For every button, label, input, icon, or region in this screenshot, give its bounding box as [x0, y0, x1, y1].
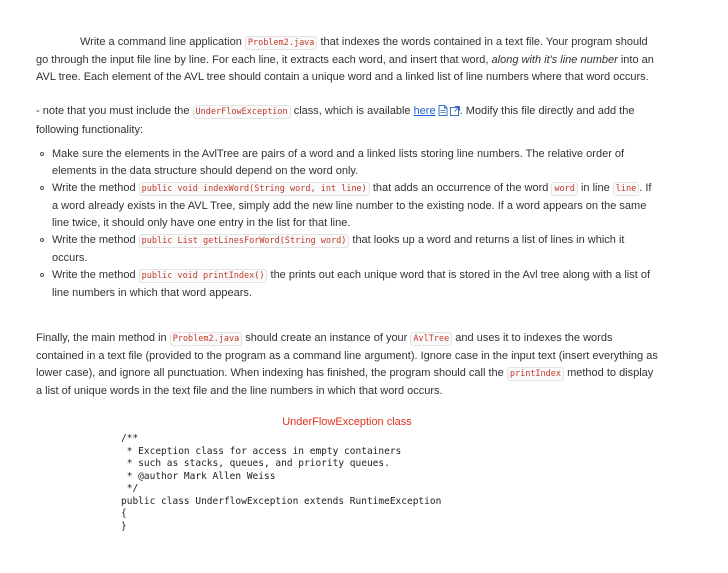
class-heading: UnderFlowException class	[282, 416, 412, 428]
bullet-2-text-1: Write the method	[52, 182, 139, 194]
note-text-3: . Modify this file directly and add the following functionality:	[36, 105, 635, 136]
list-item	[52, 267, 658, 302]
bullet-2-text-4: . If a word already exists in the AVL Tree, simply add the new line number to the existing node. If a word appears on the same line twice, it should only have one entry in the list for that line.	[52, 182, 652, 229]
inline-code-underflow: UnderFlowException	[193, 105, 291, 119]
intro-text-1: Write a command line application	[80, 36, 245, 48]
list-item	[52, 146, 658, 180]
inline-code-line: line	[613, 182, 639, 196]
final-text-3: and uses it to indexes the words contained in a text file (provided to the program as a command line argument). Ignore case in the input text (insert everything as lower case), and ignore all punctuation. When indexing has finished, the program should call the	[36, 332, 658, 379]
code-line: }	[121, 520, 127, 532]
bullet-2-text-3: in line	[577, 182, 613, 194]
code-line: /**	[121, 433, 139, 444]
bullet-3-text-2: that looks up a word and returns a list of lines in which it occurs.	[52, 234, 625, 264]
bullet-3-text-1: Write the method	[52, 234, 139, 246]
code-line: * Exception class for access in empty containers	[121, 445, 402, 457]
intro-emphasis: along with it's line number	[491, 54, 618, 66]
here-link[interactable]: here	[413, 105, 436, 117]
inline-code-avltree: AvlTree	[410, 332, 452, 346]
final-paragraph	[36, 330, 658, 400]
bullet-2-text-2: that adds an occurrence of the word	[369, 182, 552, 194]
note-text-1: - note that you must include the	[36, 105, 193, 117]
inline-code-getlines: public List getLinesForWord(String word)	[139, 234, 350, 248]
external-link-icon[interactable]	[450, 105, 460, 122]
bullet-4-text-1: Write the method	[52, 269, 139, 281]
note-text-2: class, which is available	[290, 105, 414, 117]
requirements-list	[36, 146, 658, 302]
inline-code-printindex: public void printIndex()	[139, 269, 268, 283]
document-icon[interactable]	[438, 105, 448, 122]
final-text-4: method to display a list of unique words in the text file and the line numbers in which that word occurs.	[36, 367, 654, 397]
intro-text-2: that indexes the words contained in a text file. Your program should go through the input file line by line. For each line, it extracts each word, and insert that word,	[36, 36, 648, 66]
inline-code-word: word	[551, 182, 577, 196]
intro-text-3: into an AVL tree. Each element of the AVL tree should contain a unique word and a linked list of line numbers where that word occurs.	[36, 54, 654, 83]
code-line: public class UnderflowException extends RuntimeException	[121, 495, 442, 507]
list-item	[52, 232, 658, 267]
bullet-1-text: Make sure the elements in the AvlTree are pairs of a word and a linked lists storing line numbers. The relative order of elements in the data structure should depend on the word only.	[52, 148, 625, 177]
bullet-4-text-2: the prints out each unique word that is stored in the Avl tree along with a list of line numbers in which that word appears.	[52, 269, 651, 299]
inline-code-indexword: public void indexWord(String word, int line)	[139, 182, 370, 196]
code-line: {	[121, 508, 127, 519]
code-block	[121, 433, 658, 533]
note-paragraph	[36, 103, 658, 139]
final-text-1: Finally, the main method in	[36, 332, 170, 344]
code-line: * @author Mark Allen Weiss	[121, 470, 276, 482]
inline-code-printindex-call: printIndex	[507, 367, 564, 381]
inline-code-problem2: Problem2.java	[245, 36, 318, 50]
inline-code-problem2-main: Problem2.java	[170, 332, 243, 346]
list-item	[52, 180, 658, 232]
final-text-2: should create an instance of your	[242, 332, 411, 344]
code-line: */	[121, 483, 139, 494]
code-line: * such as stacks, queues, and priority queues.	[121, 458, 390, 469]
intro-paragraph	[36, 34, 658, 86]
